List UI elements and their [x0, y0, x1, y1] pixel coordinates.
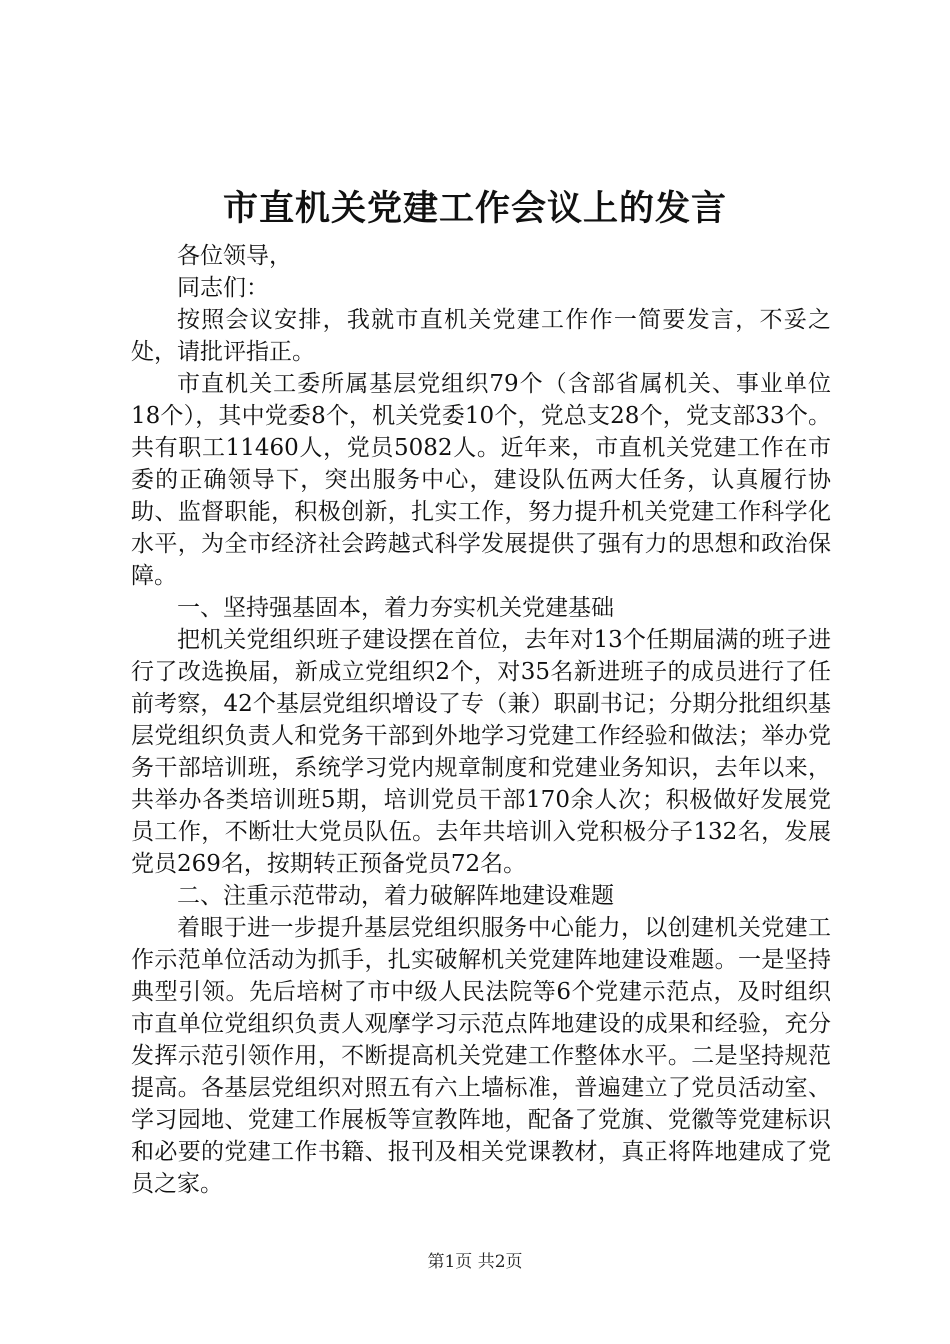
document-title: 市直机关党建工作会议上的发言 [222, 188, 727, 229]
paragraph-intro: 按照会议安排，我就市直机关党建工作作一简要发言，不妥之处，请批评指正。 [131, 307, 831, 365]
section-heading-2: 二、注重示范带动，着力破解阵地建设难题 [177, 883, 614, 909]
paragraph-section-2: 着眼于进一步提升基层党组织服务中心能力，以创建机关党建工作示范单位活动为抓手，扎实破解机关党建阵地建设难题。一是坚持典型引领。先后培树了市中级人民法院等6个党建示范点，及时组织市直单位党组织负责人观摩学习示范点阵地建设的成果和经验，充分发挥示范引领作用，不断提高机关党建工作整体水平。二是坚持规范提高。各基层党组织对照五有六上墙标准，普遍建立了党员活动室、学习园地、党建工作展板等宣教阵地，配备了党旗、党徽等党建标识和必要的党建工作书籍、报刊及相关党课教材，真正将阵地建成了党员之家。 [131, 915, 831, 1197]
paragraph-section-1: 把机关党组织班子建设摆在首位，去年对13个任期届满的班子进行了改选换届，新成立党组织2个，对35名新进班子的成员进行了任前考察，42个基层党组织增设了专（兼）职副书记；分期分批组织基层党组织负责人和党务干部到外地学习党建工作经验和做法；举办党务干部培训班，系统学习党内规章制度和党建业务知识，去年以来，共举办各类培训班5期，培训党员干部170余人次；积极做好发展党员工作，不断壮大党员队伍。去年共培训入党积极分子132名，发展党员269名，按期转正预备党员72名。 [131, 627, 831, 877]
document-body [131, 240, 831, 1200]
greeting-leaders: 各位领导， [177, 243, 292, 269]
page-number-footer: 第1页 共2页 [427, 1252, 523, 1272]
paragraph-overview: 市直机关工委所属基层党组织79个（含部省属机关、事业单位18个），其中党委8个，机关党委10个，党总支28个，党支部33个。共有职工11460人，党员5082人。近年来，市直机关党建工作在市委的正确领导下，突出服务中心，建设队伍两大任务，认真履行协助、监督职能，积极创新，扎实工作，努力提升机关党建工作科学化水平，为全市经济社会跨越式科学发展提供了强有力的思想和政治保障。 [131, 371, 831, 589]
section-heading-1: 一、坚持强基固本，着力夯实机关党建基础 [177, 595, 614, 621]
greeting-comrades: 同志们： [177, 275, 269, 301]
